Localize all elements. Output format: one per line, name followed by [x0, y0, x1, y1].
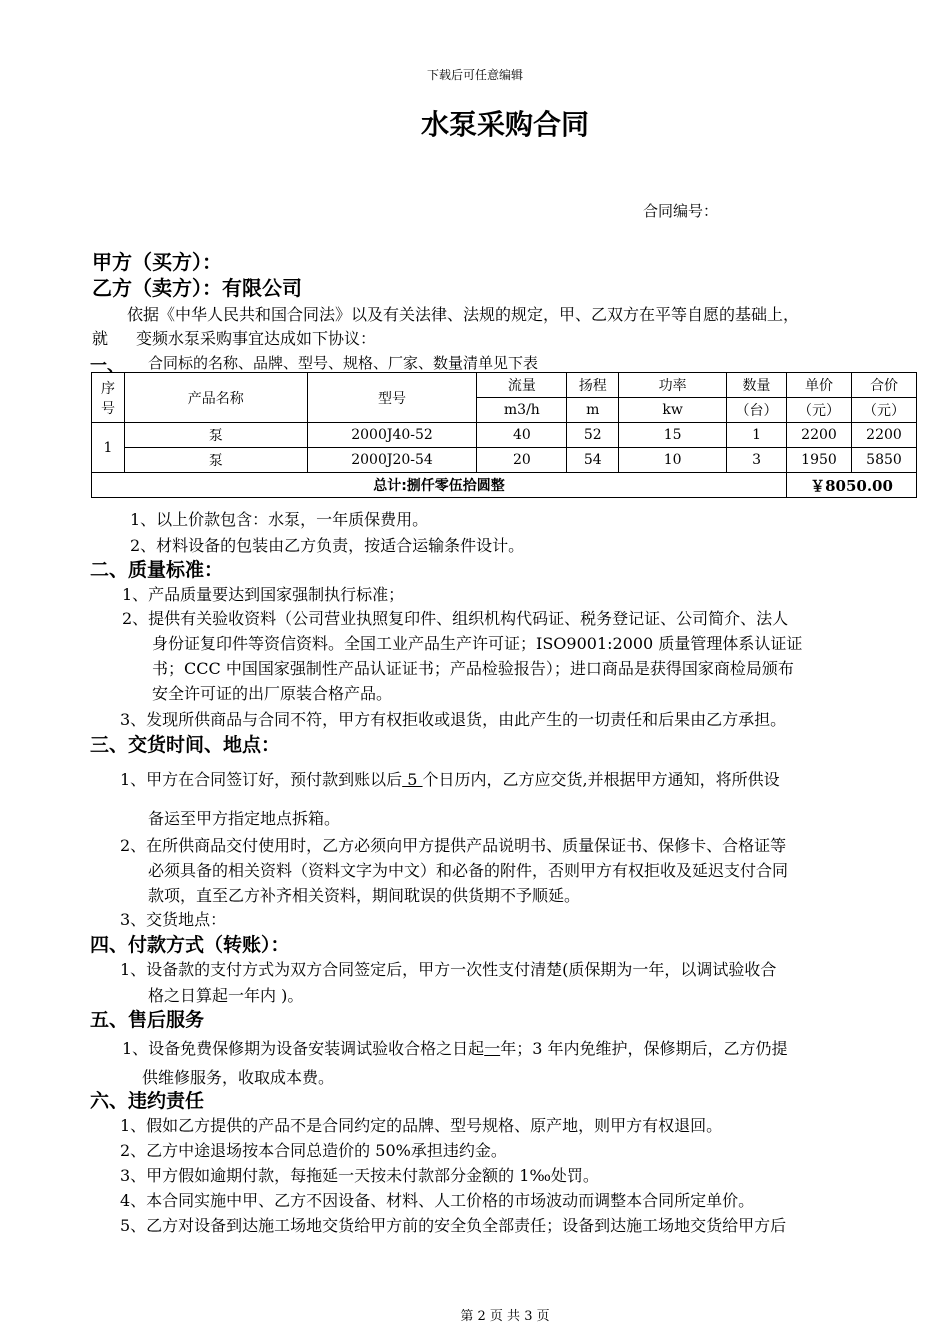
table-row: [92, 423, 917, 448]
unit-flow: m3/h: [477, 398, 567, 423]
unit-qty: （台）: [727, 398, 787, 423]
row-total: 2200: [851, 423, 916, 448]
s3-item-2-line-3: 款项，直至乙方补齐相关资料，期间耽误的供货期不予顺延。: [148, 886, 581, 905]
section-1-number: 一、: [90, 356, 124, 376]
row-head: 54: [567, 448, 619, 473]
row-qty: 3: [727, 448, 787, 473]
row-flow: 40: [477, 423, 567, 448]
s6-item-4: 4、本合同实施中甲、乙方不因设备、材料、人工价格的市场波动而调整本合同所定单价。: [120, 1191, 755, 1210]
s5-item-1-line-2: 供维修服务，收取成本费。: [142, 1068, 335, 1087]
row-total: 5850: [851, 448, 916, 473]
header-model: 型号: [307, 373, 477, 423]
row-model: 2000J40-52: [307, 423, 477, 448]
header-product-name: 产品名称: [124, 373, 307, 423]
row-name: 泵: [124, 423, 307, 448]
unit-power: kw: [619, 398, 727, 423]
section-5-title: 五、售后服务: [90, 1009, 205, 1031]
warranty-years: 一: [484, 1039, 501, 1058]
product-table: [91, 372, 917, 498]
seller-label: 乙方（卖方）：有限公司: [92, 276, 302, 300]
s6-item-5: 5、乙方对设备到达施工场地交货给甲方前的安全负全部责任；设备到达施工场地交货给甲方后: [120, 1216, 787, 1235]
buyer-label: 甲方（买方）：: [92, 250, 222, 274]
s2-item-2-line-1: 2、提供有关验收资料（公司营业执照复印件、组织机构代码证、税务登记证、公司简介、法人: [122, 609, 789, 628]
s1-item-2: 2、材料设备的包装由乙方负责，按适合运输条件设计。: [130, 536, 525, 555]
total-label: 总计:捌仟零伍拾圆整: [92, 473, 787, 498]
section-4-title: 四、付款方式（转账）：: [90, 934, 290, 956]
intro-line-2-text: 变频水泵采购事宜达成如下协议：: [136, 329, 377, 348]
section-3-title: 三、交货时间、地点：: [90, 734, 281, 756]
row-power: 15: [619, 423, 727, 448]
document-title: 水泵采购合同: [420, 108, 589, 141]
section-6-title: 六、违约责任: [90, 1090, 205, 1112]
unit-total: （元）: [851, 398, 916, 423]
s2-item-3: 3、发现所供商品与合同不符，甲方有权拒收或退货，由此产生的一切责任和后果由乙方承担。: [120, 710, 787, 729]
row-model: 2000J20-54: [307, 448, 477, 473]
s5-item-1-text-b: 年；3 年内免维护，保修期后，乙方仍提: [500, 1039, 788, 1058]
unit-head: m: [567, 398, 619, 423]
row-name: 泵: [124, 448, 307, 473]
unit-unit-price: （元）: [787, 398, 852, 423]
header-seq: 序 号: [92, 373, 125, 423]
s6-item-1: 1、假如乙方提供的产品不是合同约定的品牌、型号规格、原产地，则甲方有权退回。: [120, 1116, 723, 1135]
s5-item-1-text-a: 1、设备免费保修期为设备安装调试验收合格之日起: [122, 1039, 485, 1058]
intro-line-1: 依据《中华人民共和国合同法》以及有关法律、法规的规定，甲、乙双方在平等自愿的基础上，: [127, 305, 800, 324]
s6-item-2: 2、乙方中途退场按本合同总造价的 50%承担违约金。: [120, 1141, 507, 1160]
s4-item-1-line-2: 格之日算起一年内 )。: [148, 986, 304, 1005]
s4-item-1-line-1: 1、设备款的支付方式为双方合同签定后，甲方一次性支付清楚(质保期为一年，以调试验收合: [120, 960, 777, 979]
table-row: [92, 448, 917, 473]
row-power: 10: [619, 448, 727, 473]
contract-number-label: 合同编号：: [643, 202, 719, 220]
header-head: 扬程: [567, 373, 619, 398]
header-unit-price: 单价: [787, 373, 852, 398]
header-note: 下载后可任意编辑: [426, 68, 523, 82]
row-flow: 20: [477, 448, 567, 473]
delivery-days: 5: [402, 770, 423, 789]
intro-line-2-prefix: 就: [92, 329, 109, 348]
row-head: 52: [567, 423, 619, 448]
row-seq: 1: [92, 423, 125, 473]
section-1-text: 合同标的名称、品牌、型号、规格、厂家、数量清单见下表: [148, 354, 539, 372]
s3-item-1-text-b: 个日历内，乙方应交货,并根据甲方通知，将所供设: [422, 770, 780, 789]
s3-item-1-line-1: [120, 767, 780, 790]
section-2-title: 二、质量标准：: [90, 559, 224, 581]
header-flow: 流量: [477, 373, 567, 398]
row-qty: 1: [727, 423, 787, 448]
s2-item-1: 1、产品质量要达到国家强制执行标准；: [122, 585, 405, 604]
header-qty: 数量: [727, 373, 787, 398]
header-power: 功率: [619, 373, 727, 398]
s5-item-1-line-1: [122, 1036, 787, 1059]
s1-item-1: 1、以上价款包含：水泵，一年质保费用。: [130, 510, 429, 529]
s2-item-2-line-2: 身份证复印件等资信资料。全国工业产品生产许可证；ISO9001:2000 质量管理体系认证证: [152, 634, 803, 653]
s3-item-1-text-a: 1、甲方在合同签订好，预付款到账以后: [120, 770, 403, 789]
s3-item-2-line-2: 必须具备的相关资料（资料文字为中文）和必备的附件，否则甲方有权拒收及延迟支付合同: [148, 861, 789, 880]
row-unit-price: 2200: [787, 423, 852, 448]
s2-item-2-line-4: 安全许可证的出厂原装合格产品。: [152, 684, 393, 703]
total-value: ￥8050.00: [787, 473, 917, 498]
s3-item-1-line-2: 备运至甲方指定地点拆箱。: [148, 809, 341, 828]
s3-item-2-line-1: 2、在所供商品交付使用时，乙方必须向甲方提供产品说明书、质量保证书、保修卡、合格证等: [120, 836, 787, 855]
intro-line-2: [92, 326, 376, 349]
s2-item-2-line-3: 书；CCC 中国国家强制性产品认证证书；产品检验报告）；进口商品是获得国家商检局颁布: [152, 659, 794, 678]
header-total: 合价: [851, 373, 916, 398]
page-footer: 第 2 页 共 3 页: [460, 1309, 550, 1324]
row-unit-price: 1950: [787, 448, 852, 473]
s6-item-3: 3、甲方假如逾期付款，每拖延一天按未付款部分金额的 1‰处罚。: [120, 1166, 599, 1185]
table-total-row: [92, 473, 917, 498]
s3-item-3: 3、交货地点：: [120, 910, 227, 929]
